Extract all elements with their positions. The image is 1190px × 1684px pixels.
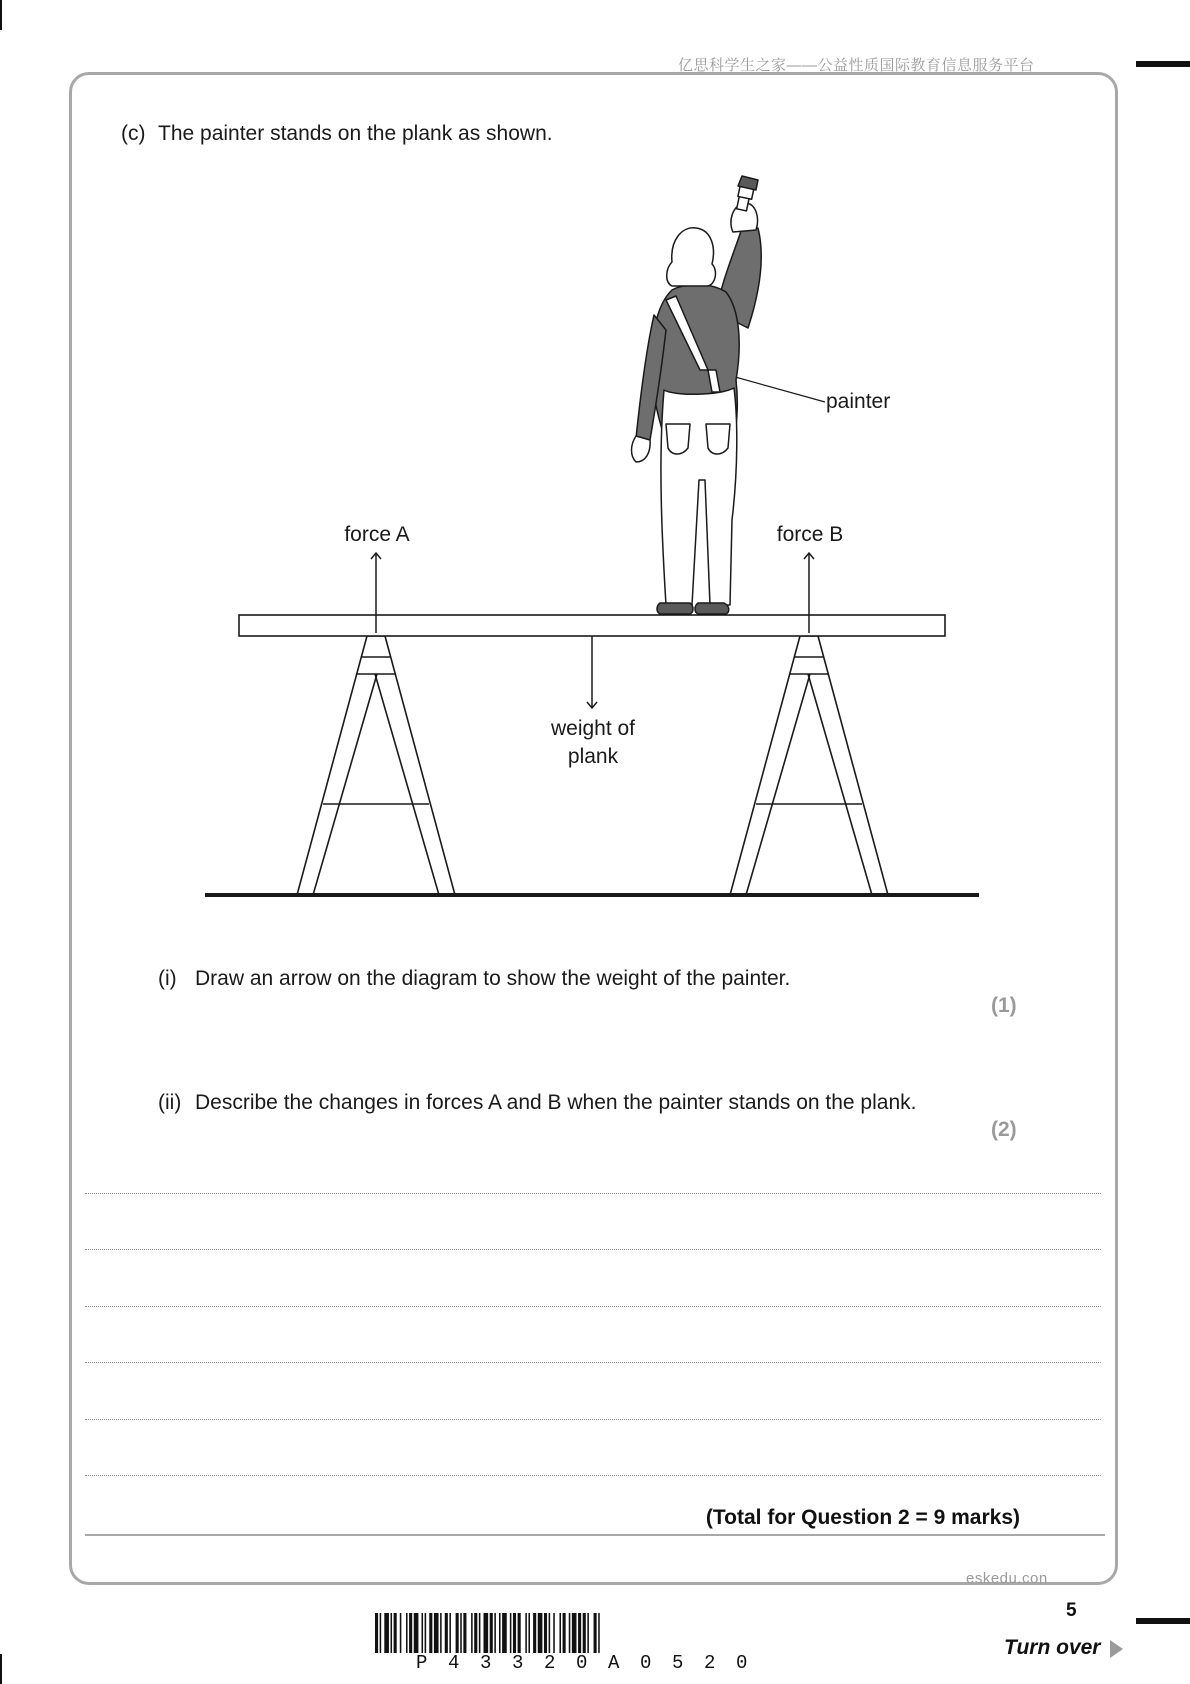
- barcode-bar: [425, 1613, 427, 1653]
- part-label: (c): [121, 122, 146, 145]
- play-triangle-icon: [1110, 1640, 1123, 1658]
- barcode-bar: [471, 1613, 473, 1653]
- barcode-bar: [463, 1613, 466, 1653]
- answer-line[interactable]: [85, 1249, 1101, 1250]
- paint-brush-icon: [737, 176, 758, 211]
- barcode-text: P43320A0520: [416, 1652, 769, 1674]
- crop-mark-bottom-right: [1136, 1618, 1190, 1624]
- painter-leader-line: [728, 375, 825, 402]
- total-divider: [85, 1534, 1105, 1536]
- barcode-bar: [538, 1613, 543, 1653]
- barcode-bar: [429, 1613, 432, 1653]
- barcode-bar: [384, 1613, 389, 1653]
- barcode-bar: [499, 1613, 501, 1653]
- overalls: [661, 388, 737, 605]
- plank: [239, 615, 945, 636]
- barcode-bar: [525, 1613, 527, 1653]
- weight-label-line1: weight of: [550, 717, 636, 740]
- barcode-bar: [449, 1613, 451, 1653]
- part-text: The painter stands on the plank as shown.: [158, 122, 553, 145]
- barcode-bar: [544, 1613, 547, 1653]
- left-shoe: [657, 603, 693, 614]
- turn-over-label[interactable]: Turn over: [1004, 1636, 1101, 1659]
- subpart-i-label: (i): [158, 967, 177, 990]
- barcode-bar: [375, 1613, 378, 1653]
- subpart-i-text: Draw an arrow on the diagram to show the weight of the painter.: [195, 967, 791, 990]
- header-watermark: 亿思科学生之家——公益性质国际教育信息服务平台: [678, 57, 1035, 74]
- barcode-bar: [474, 1613, 477, 1653]
- answer-line[interactable]: [85, 1419, 1101, 1420]
- barcode-bar: [563, 1613, 566, 1653]
- subpart-ii-text: Describe the changes in forces A and B when the painter stands on the plank.: [195, 1091, 917, 1114]
- subpart-i-marks: (1): [991, 994, 1017, 1017]
- answer-line[interactable]: [85, 1362, 1101, 1363]
- barcode-bar: [400, 1613, 402, 1653]
- barcode-bar: [394, 1613, 397, 1653]
- answer-line[interactable]: [85, 1193, 1101, 1194]
- barcode-bar: [440, 1613, 442, 1653]
- barcode-bar: [460, 1613, 462, 1653]
- right-trestle: [730, 636, 888, 895]
- painter-label: painter: [826, 390, 891, 413]
- barcode-bar: [406, 1613, 408, 1653]
- barcode-bar: [434, 1613, 439, 1653]
- barcode-bar: [484, 1613, 489, 1653]
- force-a-label: force A: [344, 523, 410, 546]
- right-shoe: [695, 603, 729, 614]
- answer-line[interactable]: [85, 1306, 1101, 1307]
- barcode: [375, 1613, 811, 1653]
- barcode-bar: [594, 1613, 597, 1653]
- barcode-bar: [494, 1613, 496, 1653]
- barcode-bar: [583, 1613, 586, 1653]
- question-total: (Total for Question 2 = 9 marks): [705, 1506, 1020, 1529]
- force-b-label: force B: [776, 523, 844, 546]
- crop-mark-bottom-left-v: [0, 1654, 2, 1684]
- barcode-bar: [528, 1613, 530, 1653]
- head: [667, 228, 716, 286]
- barcode-bar: [414, 1613, 419, 1653]
- subpart-ii-label: (ii): [158, 1091, 182, 1114]
- barcode-bar: [559, 1613, 561, 1653]
- answer-line[interactable]: [85, 1475, 1101, 1476]
- left-hand: [632, 436, 651, 462]
- footer-watermark: eskedu.con: [966, 1570, 1048, 1587]
- barcode-bar: [598, 1613, 600, 1653]
- barcode-bar: [502, 1613, 507, 1653]
- barcode-bar: [490, 1613, 493, 1653]
- barcode-bar: [422, 1613, 424, 1653]
- painter-figure: [632, 176, 762, 614]
- left-trestle: [297, 636, 455, 895]
- back-pocket-left: [666, 424, 690, 454]
- barcode-bar: [572, 1613, 577, 1653]
- barcode-bar: [553, 1613, 555, 1653]
- back-pocket-right: [706, 424, 730, 454]
- barcode-bar: [518, 1613, 521, 1653]
- subpart-ii-marks: (2): [991, 1118, 1017, 1141]
- barcode-bar: [513, 1613, 516, 1653]
- barcode-bar: [549, 1613, 551, 1653]
- barcode-bar: [569, 1613, 571, 1653]
- barcode-bar: [380, 1613, 382, 1653]
- barcode-bar: [479, 1613, 481, 1653]
- weight-label-line2: plank: [567, 745, 619, 768]
- barcode-bar: [456, 1613, 459, 1653]
- barcode-bar: [578, 1613, 581, 1653]
- barcode-bar: [409, 1613, 412, 1653]
- barcode-bar: [391, 1613, 393, 1653]
- barcode-bar: [587, 1613, 589, 1653]
- barcode-bar: [533, 1613, 536, 1653]
- page-number: 5: [1066, 1600, 1077, 1621]
- barcode-bar: [510, 1613, 512, 1653]
- barcode-bar: [445, 1613, 448, 1653]
